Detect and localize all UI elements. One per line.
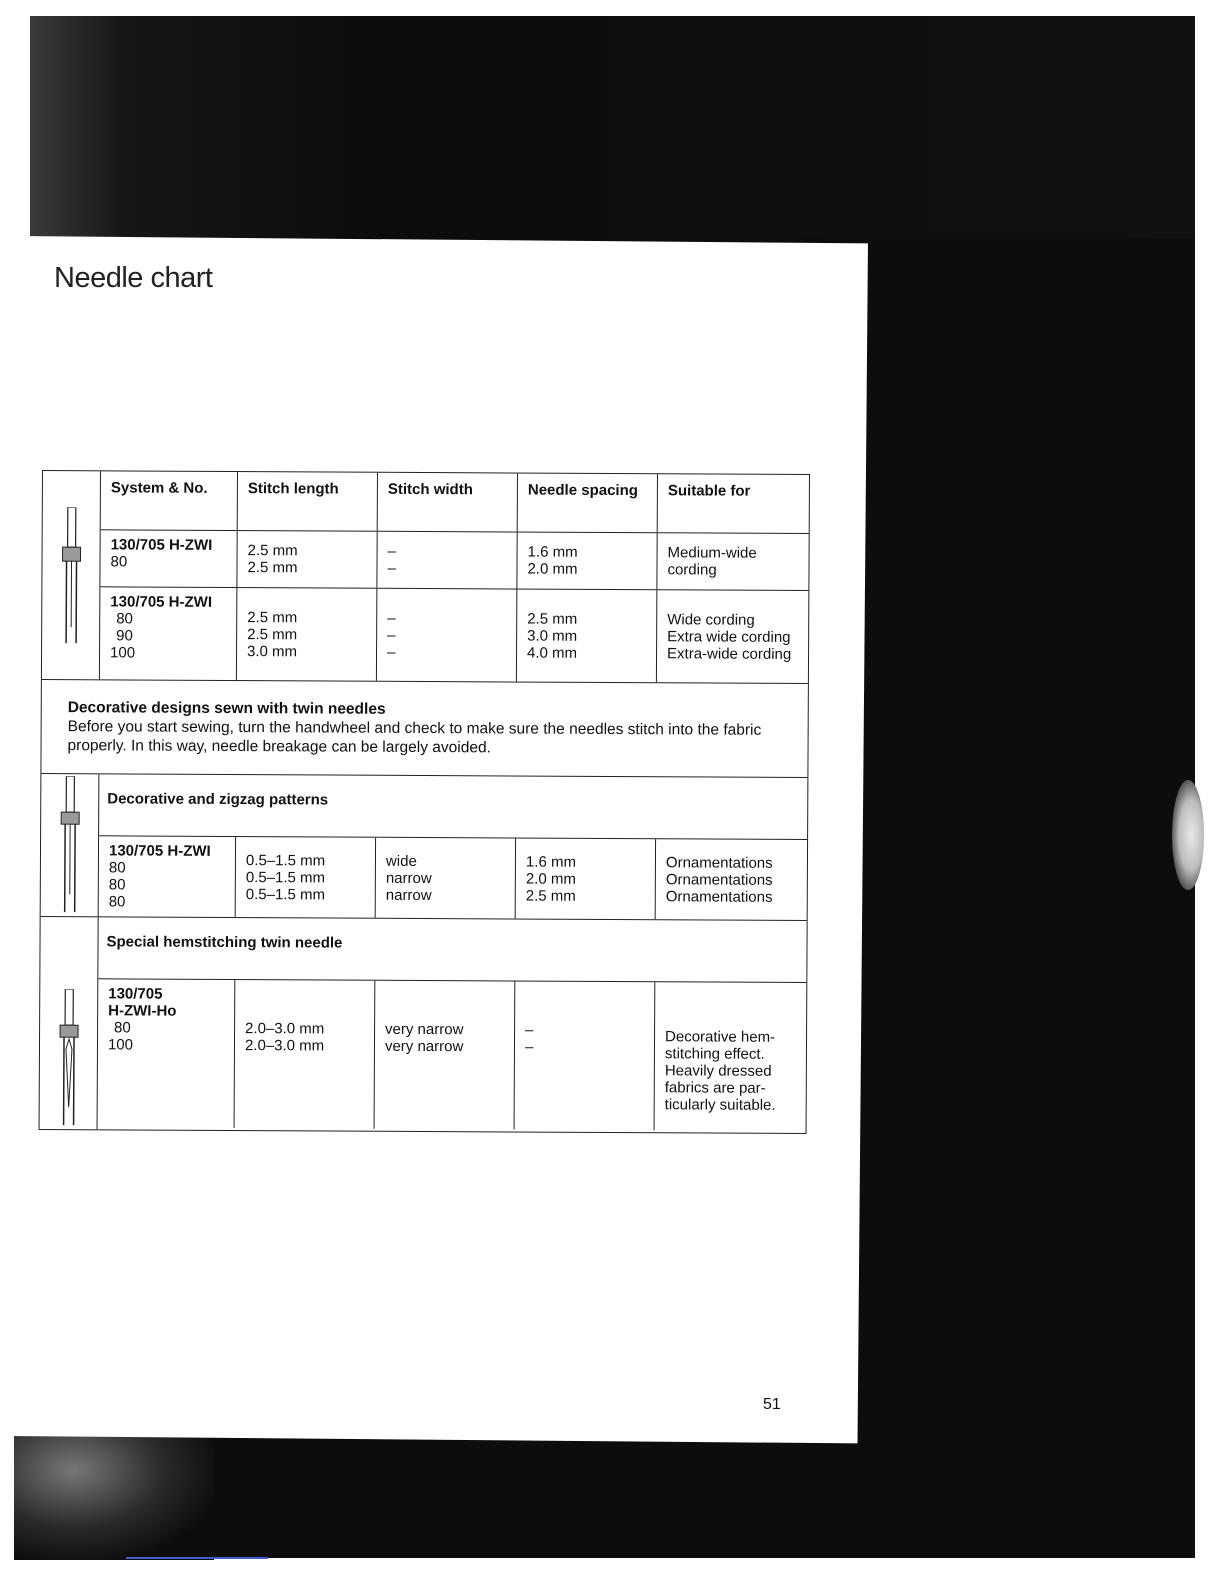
table-row — [99, 835, 807, 920]
section-title: Special hemstitching twin needle — [106, 933, 343, 952]
stitch-width-value: – — [387, 609, 396, 627]
needle-spacing-value: 3.0 mm — [527, 627, 578, 645]
system-cell — [99, 836, 235, 917]
suitable-for-value: Decorative hem- — [664, 1028, 776, 1046]
suitable-for-value: stitching effect. — [664, 1045, 765, 1063]
twin-needle-icon-cell — [41, 774, 100, 916]
needle-size: 100 — [109, 644, 136, 662]
needle-spacing-cell — [516, 589, 656, 682]
needle-size: 80 — [108, 893, 126, 911]
stitch-length-cell — [235, 837, 375, 918]
stitch-width-value: – — [387, 542, 396, 560]
stitch-length-cell — [236, 531, 376, 588]
needle-size: 80 — [108, 859, 126, 877]
header-suitable-for: Suitable for — [657, 474, 809, 533]
hemstitch-block — [40, 916, 807, 1133]
suitable-for-value: fabrics are par- — [664, 1079, 766, 1097]
suitable-for-value: Extra-wide cording — [667, 644, 792, 663]
needle-spacing-cell — [515, 838, 655, 919]
stitch-length-value: 0.5–1.5 mm — [245, 885, 326, 903]
needle-spacing-value: 2.5 mm — [525, 887, 576, 905]
needle-spacing-value: – — [525, 1021, 534, 1039]
needle-size: 80 — [114, 1019, 131, 1037]
stitch-width-cell — [376, 589, 516, 682]
stitch-length-value: 0.5–1.5 mm — [245, 851, 326, 869]
needle-size: 80 — [110, 553, 128, 571]
stitch-width-value: narrow — [385, 886, 432, 904]
table-row — [100, 586, 808, 683]
header-stitch-length: Stitch length — [237, 472, 377, 531]
twin-needle-block — [42, 471, 809, 683]
header-needle-spacing: Needle spacing — [517, 473, 657, 532]
suitable-for-value: Extra wide cording — [667, 627, 791, 646]
system-code: 130/705 — [108, 985, 163, 1003]
stitch-length-value: 3.0 mm — [247, 642, 298, 660]
system-cell — [100, 530, 236, 587]
system-code: 130/705 H-ZWI — [108, 842, 211, 860]
note-cell — [41, 680, 807, 777]
needle-size: 80 — [108, 876, 126, 894]
scan-hand-blur — [1172, 780, 1204, 890]
stitch-length-value: 2.5 mm — [247, 608, 298, 626]
section-title: Decorative and zigzag patterns — [107, 790, 329, 809]
needle-size: 90 — [116, 627, 133, 645]
page-number: 51 — [763, 1396, 781, 1413]
needle-size: 80 — [116, 610, 133, 628]
stitch-width-value: wide — [385, 852, 417, 870]
system-code: 130/705 H-ZWI — [110, 536, 213, 554]
stitch-length-value: 2.0–3.0 mm — [244, 1037, 325, 1055]
suitable-for-value: Ornamentations — [665, 853, 773, 872]
page-title: Needle chart — [54, 262, 213, 294]
twin-needle-icon — [56, 989, 81, 1129]
suitable-for-value: Heavily dressed — [664, 1062, 772, 1080]
stitch-length-value: 2.0–3.0 mm — [245, 1020, 325, 1038]
stitch-length-value: 2.5 mm — [247, 542, 298, 560]
needle-chart-table — [39, 470, 810, 1134]
stitch-width-value: very narrow — [384, 1037, 464, 1056]
needle-spacing-value: 4.0 mm — [527, 644, 578, 662]
suitable-for-value: Wide cording — [667, 610, 755, 629]
header-stitch-width: Stitch width — [377, 473, 517, 532]
needle-spacing-value: 1.6 mm — [525, 853, 577, 871]
table-row — [100, 529, 808, 590]
stitch-width-cell — [374, 981, 515, 1130]
twin-needle-icon — [57, 776, 82, 916]
section-title-row — [98, 917, 806, 982]
twin-needle-icon — [59, 507, 84, 647]
twin-needle-icon-cell — [40, 917, 99, 1129]
stitch-length-value: 2.5 mm — [247, 559, 298, 577]
system-cell — [100, 587, 236, 680]
stitch-length-cell — [234, 980, 375, 1129]
twin-needle-icon-cell — [42, 471, 101, 679]
system-code: H-ZWI-Ho — [108, 1002, 177, 1020]
header-system: System & No. — [110, 479, 208, 497]
suitable-for-value: Ornamentations — [665, 870, 773, 889]
needle-spacing-value: 2.0 mm — [527, 560, 578, 578]
table-header-row — [101, 471, 809, 533]
suitable-for-cell — [654, 982, 807, 1131]
suitable-for-cell — [656, 590, 808, 683]
system-cell — [98, 979, 235, 1128]
stitch-length-cell — [236, 588, 376, 681]
needle-size: 100 — [107, 1036, 134, 1054]
table-row — [98, 978, 807, 1131]
needle-spacing-value: – — [524, 1038, 534, 1056]
stitch-length-value: 0.5–1.5 mm — [245, 868, 326, 886]
needle-spacing-cell — [514, 981, 655, 1130]
suitable-for-value: ticularly suitable. — [664, 1096, 776, 1114]
twin-needle-note — [41, 679, 807, 777]
needle-spacing-value: 2.0 mm — [525, 870, 576, 888]
suitable-for-value: Ornamentations — [665, 887, 773, 906]
suitable-for-value: Medium-wide — [667, 544, 757, 562]
stitch-width-value: – — [387, 559, 396, 577]
scan-edge-line — [126, 1557, 268, 1559]
suitable-for-cell — [655, 839, 807, 920]
needle-spacing-value: 2.5 mm — [527, 610, 578, 628]
needle-spacing-cell — [516, 532, 656, 589]
stitch-width-value: narrow — [385, 869, 432, 887]
section-title-row — [99, 774, 807, 839]
needle-spacing-value: 1.6 mm — [527, 543, 578, 561]
stitch-width-value: very narrow — [385, 1020, 464, 1039]
stitch-length-value: 2.5 mm — [247, 625, 298, 643]
suitable-for-value: cording — [667, 561, 717, 579]
stitch-width-value: – — [387, 643, 396, 661]
decorative-block — [41, 773, 808, 920]
system-code: 130/705 H-ZWI — [110, 593, 213, 611]
scan-top-shadow — [30, 16, 1195, 238]
stitch-width-value: – — [387, 626, 396, 644]
note-text: Before you start sewing, turn the handwheel and check to make sure the needles stitch into the fabric properly. In this way, needle breakage can be largely avoided. — [67, 718, 762, 757]
stitch-width-cell — [375, 838, 515, 919]
stitch-width-cell — [376, 532, 516, 589]
note-title: Decorative designs sewn with twin needles — [67, 699, 386, 718]
suitable-for-cell — [656, 533, 808, 590]
